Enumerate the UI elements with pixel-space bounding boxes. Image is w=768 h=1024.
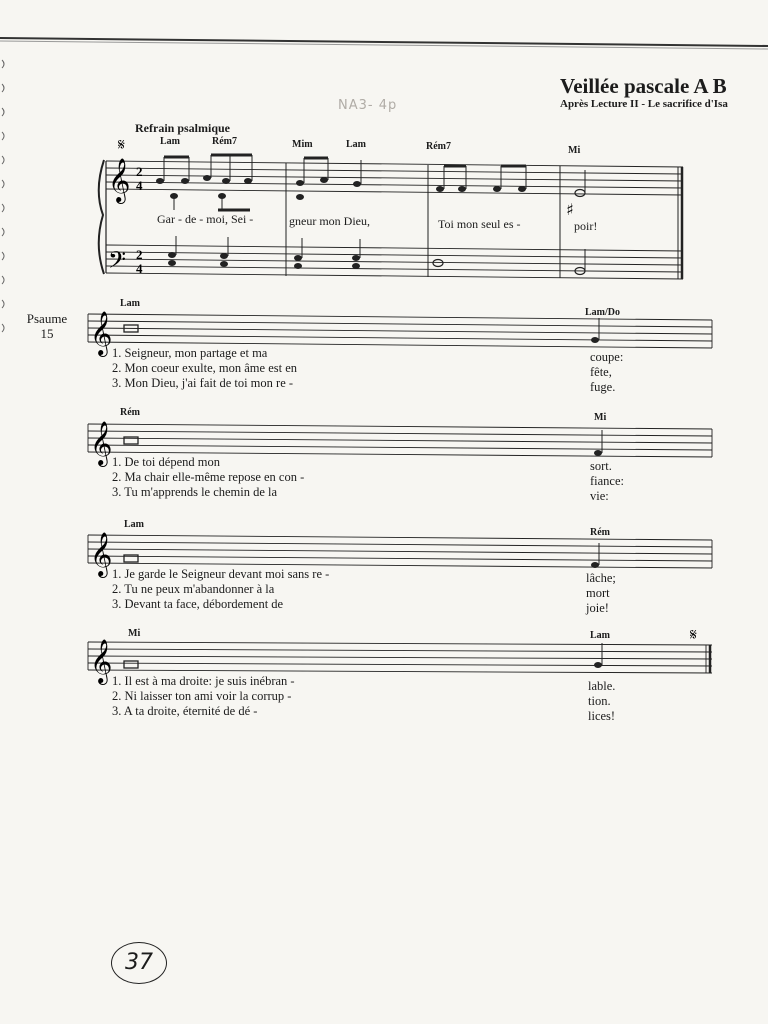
- pencil-annotation: NA3- 4p: [338, 98, 398, 113]
- binding-holes: [2, 60, 4, 332]
- verse-line: 3. Tu m'apprends le chemin de la: [112, 485, 278, 499]
- psalm-chord-end: Mi: [594, 412, 607, 423]
- psalm-chord-start: Rém: [120, 407, 140, 418]
- verse-ending: lâche;: [586, 571, 616, 585]
- verse-line: 2. Ma chair elle-même repose en con -: [112, 470, 305, 484]
- page-number: 37: [111, 942, 167, 984]
- verse-ending: fête,: [590, 365, 612, 379]
- treble-clef-icon: 𝄞: [90, 532, 113, 576]
- verse-ending: vie:: [590, 489, 609, 503]
- verse-ending: sort.: [590, 459, 612, 473]
- psalm-staff-4: [88, 642, 712, 673]
- refrain-lyric: poir!: [574, 219, 598, 233]
- refrain-lyric: gneur mon Dieu,: [289, 214, 370, 228]
- time-signature: 4: [136, 178, 143, 193]
- treble-clef-icon: 𝄞: [90, 639, 113, 683]
- verse-ending: mort: [586, 586, 610, 600]
- verse-ending: lices!: [588, 709, 616, 723]
- treble-clef-icon: 𝄞: [90, 311, 113, 355]
- segno-icon: 𝄋: [118, 135, 125, 154]
- reciting-tone-notes: [124, 325, 141, 668]
- psalm-chord-end: Rém: [590, 527, 610, 538]
- verse-line: 3. Mon Dieu, j'ai fait de toi mon re -: [112, 376, 294, 390]
- psalm-chord-end: Lam/Do: [585, 307, 620, 318]
- verse-line: 2. Tu ne peux m'abandonner à la: [112, 582, 275, 596]
- half-note: [433, 260, 443, 267]
- verse-ending: fiance:: [590, 474, 625, 488]
- psalm-staff-2: [88, 424, 712, 457]
- time-signature: 2: [136, 164, 143, 179]
- treble-clef-icon: 𝄞: [90, 421, 113, 465]
- refrain-treble-staff: [106, 161, 683, 195]
- refrain-chord: Lam: [160, 136, 180, 147]
- time-signature: 4: [136, 261, 143, 276]
- verse-line: 3. A ta droite, éternité de dé -: [112, 704, 258, 718]
- refrain-label: Refrain psalmique: [135, 121, 231, 135]
- verse-ending: joie!: [586, 601, 609, 615]
- verse-ending: coupe:: [590, 350, 624, 364]
- verse-ending: fuge.: [590, 380, 616, 394]
- refrain-chord: Mi: [568, 145, 581, 156]
- psalm-chord-end: Lam: [590, 630, 610, 641]
- verse-line: 1. Seigneur, mon partage et ma: [112, 346, 268, 360]
- refrain-lyric: Toi mon seul es -: [438, 217, 521, 231]
- psalm-staff-3: [88, 535, 712, 568]
- psalm-end-stems: [599, 318, 602, 665]
- psalm-chord-start: Mi: [128, 628, 141, 639]
- refrain-bass-staff: [106, 245, 683, 279]
- verse-ending: lable.: [588, 679, 616, 693]
- refrain-chord: Rém7: [212, 136, 237, 147]
- treble-clef-icon: 𝄞: [108, 158, 131, 202]
- refrain-chord: Mim: [292, 139, 313, 150]
- psalm-staff-1: [88, 314, 712, 348]
- page-subtitle: Après Lecture II - Le sacrifice d'Isa: [560, 98, 728, 110]
- refrain-chord: Rém7: [426, 141, 451, 152]
- psalm-number: 15: [40, 326, 54, 341]
- sharp-icon: ♯: [566, 200, 574, 219]
- psalm-chord-start: Lam: [120, 298, 140, 309]
- psalm-end-notes: [591, 337, 602, 668]
- verse-line: 1. De toi dépend mon: [112, 455, 220, 469]
- page-title: Veillée pascale A B: [560, 74, 727, 98]
- psalm-label-word: Psaume: [26, 311, 68, 326]
- half-note: [575, 190, 585, 197]
- refrain-chord: Lam: [346, 139, 366, 150]
- segno-icon: 𝄋: [690, 625, 697, 644]
- verse-line: 2. Mon coeur exulte, mon âme est en: [112, 361, 298, 375]
- refrain-lyric: Gar - de - moi, Sei -: [157, 212, 254, 226]
- verse-line: 1. Je garde le Seigneur devant moi sans re -: [112, 567, 330, 581]
- psalm-chord-start: Lam: [124, 519, 144, 530]
- brace: [99, 160, 104, 274]
- bass-clef-icon: 𝄢: [108, 246, 127, 279]
- time-signature: 2: [136, 247, 143, 262]
- verse-line: 3. Devant ta face, débordement de: [112, 597, 284, 611]
- verse-line: 2. Ni laisser ton ami voir la corrup -: [112, 689, 292, 703]
- verse-ending: tion.: [588, 694, 611, 708]
- verse-line: 1. Il est à ma droite: je suis inébran -: [112, 674, 295, 688]
